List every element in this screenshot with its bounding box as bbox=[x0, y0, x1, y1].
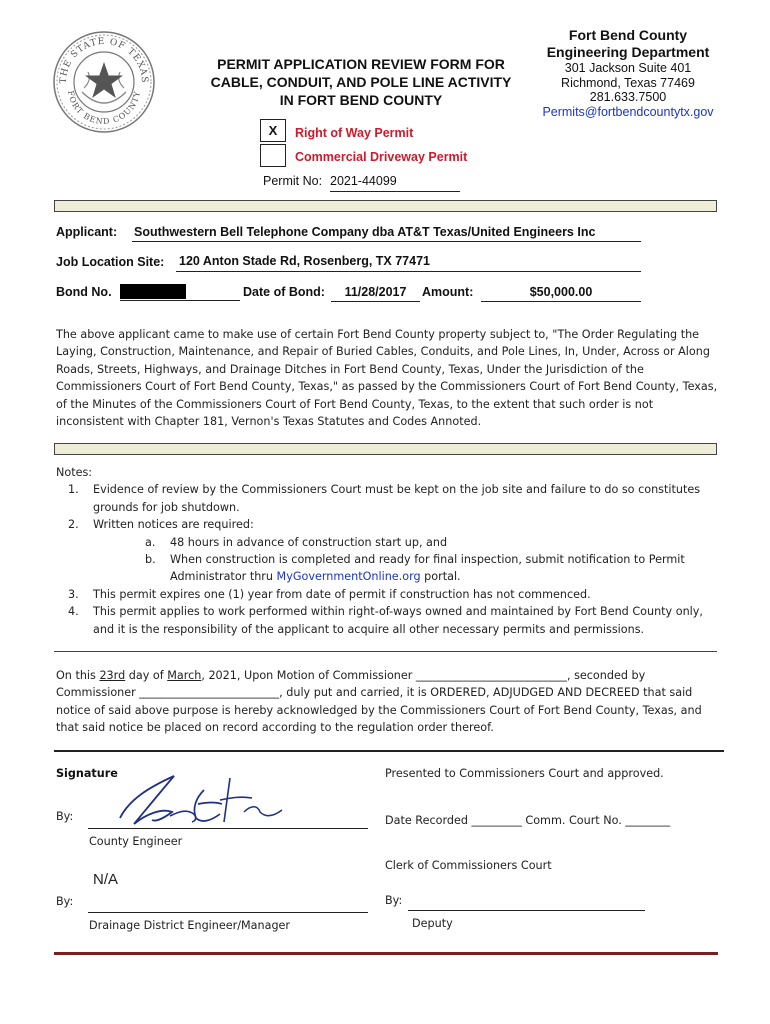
job-location-label: Job Location Site: bbox=[56, 255, 165, 269]
by-label: By: bbox=[56, 810, 74, 823]
note-text: Evidence of review by the Commissioners Court must be kept on the job site and failure to do so constitutes bbox=[93, 483, 701, 497]
title-line-2: CABLE, CONDUIT, AND POLE LINE ACTIVITY bbox=[210, 74, 512, 90]
note-text: portal. bbox=[420, 570, 461, 584]
title-line-3: IN FORT BEND COUNTY bbox=[279, 92, 443, 108]
note-text: Written notices are required: bbox=[93, 518, 254, 532]
driveway-permit-checkbox[interactable] bbox=[260, 144, 286, 167]
footer-rule bbox=[54, 952, 718, 955]
svg-text:FORT BEND COUNTY: FORT BEND COUNTY bbox=[66, 89, 142, 127]
divider-line bbox=[54, 651, 717, 652]
address-line-1: 301 Jackson Suite 401 bbox=[564, 61, 692, 75]
form-title bbox=[188, 55, 534, 109]
bond-no-redaction bbox=[120, 284, 186, 299]
note-text: When construction is completed and ready for final inspection, submit notification to Permit bbox=[170, 552, 685, 566]
department-contact bbox=[530, 27, 726, 119]
note-number: 2. bbox=[68, 518, 79, 532]
signature-rule bbox=[54, 750, 724, 752]
applicant-value: Southwestern Bell Telephone Company dba AT&T Texas/United Engineers Inc bbox=[132, 225, 641, 242]
deputy-label: Deputy bbox=[412, 917, 453, 930]
note-text: and it is the responsibility of the applicant to acquire all other necessary permits and permissions. bbox=[93, 622, 645, 636]
paragraph-line: Laying, Construction, Maintenance, and Repair of Buried Cables, Conduits, and Pole Lines, In, Under, Across or Along bbox=[56, 345, 710, 359]
order-month: March bbox=[167, 669, 202, 682]
bond-no-label: Bond No. bbox=[56, 285, 112, 299]
row-permit-label: Right of Way Permit bbox=[295, 126, 414, 140]
county-engineer-label: County Engineer bbox=[89, 835, 183, 848]
county-engineer-signature-line bbox=[88, 828, 368, 829]
permit-no-label: Permit No: bbox=[263, 174, 323, 188]
note-text: This permit expires one (1) year from date of permit if construction has not commenced. bbox=[93, 587, 591, 601]
mygovernmentonline-link[interactable]: MyGovernmentOnline.org bbox=[276, 570, 421, 584]
job-location-value: 120 Anton Stade Rd, Rosenberg, TX 77471 bbox=[176, 254, 641, 272]
dept-name: Engineering Department bbox=[546, 44, 710, 60]
driveway-permit-label: Commercial Driveway Permit bbox=[295, 150, 468, 164]
date-recorded-text: Date Recorded _________ Comm. Court No. ________ bbox=[385, 814, 671, 827]
org-name: Fort Bend County bbox=[568, 27, 688, 43]
na-text: N/A bbox=[93, 871, 119, 888]
notes-section bbox=[56, 464, 736, 638]
title-line-1: PERMIT APPLICATION REVIEW FORM FOR bbox=[217, 56, 505, 72]
note-number: 4. bbox=[68, 605, 79, 619]
notes-heading: Notes: bbox=[56, 466, 93, 479]
email-link[interactable]: Permits@fortbendcountytx.gov bbox=[542, 104, 714, 119]
svg-text:THE STATE OF TEXAS: THE STATE OF TEXAS bbox=[58, 36, 150, 84]
section-divider-bar bbox=[54, 200, 717, 212]
presented-text: Presented to Commissioners Court and approved. bbox=[385, 767, 664, 780]
bond-date-value: 11/28/2017 bbox=[331, 285, 420, 302]
paragraph-line: Commissioners Court of Fort Bend County, Texas," as passed by the Commissioners Court of Fort Bend County, Texas, bbox=[56, 380, 718, 394]
row-permit-checkbox[interactable]: X bbox=[260, 119, 286, 142]
order-text bbox=[56, 667, 736, 737]
order-paragraph bbox=[56, 326, 736, 430]
order-text-part: day of bbox=[125, 669, 168, 682]
order-text-part: On this bbox=[56, 669, 100, 682]
paragraph-line: inconsistent with Chapter 181, Vernon's Texas Statutes and Codes Annoted. bbox=[56, 415, 482, 429]
paragraph-line: The above applicant came to make use of certain Fort Bend County property subject to, "The Order Regulating the bbox=[56, 328, 700, 341]
note-text: 48 hours in advance of construction start up, and bbox=[170, 535, 448, 549]
paragraph-line: Roads, Streets, Highways, and Drainage Ditches in Fort Bend County, Texas, Under the Jurisdiction of the bbox=[56, 362, 644, 376]
bond-date-label: Date of Bond: bbox=[243, 285, 325, 299]
by-label: By: bbox=[385, 894, 403, 907]
bond-no-field bbox=[120, 284, 240, 301]
note-text: grounds for job shutdown. bbox=[93, 500, 240, 514]
handwritten-signature bbox=[112, 768, 287, 830]
amount-label: Amount: bbox=[422, 285, 474, 299]
signature-heading: Signature bbox=[56, 767, 118, 780]
address-line-2: Richmond, Texas 77469 bbox=[561, 75, 695, 90]
by-label: By: bbox=[56, 895, 74, 908]
note-text: This permit applies to work performed within right-of-ways owned and maintained by Fort Bend County only, bbox=[93, 605, 703, 619]
applicant-label: Applicant: bbox=[56, 225, 118, 239]
order-line: that said notice be placed on record according to the regulation order thereof. bbox=[56, 721, 494, 735]
county-seal bbox=[52, 30, 156, 134]
permit-no-value: 2021-44099 bbox=[330, 174, 460, 192]
order-line: Commissioner _________________________, duly put and carried, it is ORDERED, ADJUDGED AND DECREED that said bbox=[56, 686, 693, 700]
drainage-engineer-label: Drainage District Engineer/Manager bbox=[89, 919, 291, 932]
phone: 281.633.7500 bbox=[589, 90, 667, 104]
paragraph-line: of the Minutes of the Commissioners Court of Fort Bend County, Texas, to the extent that such order is not bbox=[56, 397, 654, 411]
order-day: 23rd bbox=[99, 669, 126, 682]
drainage-signature-line bbox=[88, 912, 368, 913]
deputy-signature-line bbox=[408, 910, 645, 911]
amount-value: $50,000.00 bbox=[481, 285, 641, 302]
order-text-part: , 2021, Upon Motion of Commissioner ___________________________, seconded by bbox=[201, 669, 646, 682]
section-divider-bar bbox=[54, 443, 717, 455]
clerk-text: Clerk of Commissioners Court bbox=[385, 859, 552, 872]
note-subnumber: a. bbox=[145, 535, 156, 549]
note-text: Administrator thru bbox=[170, 570, 277, 584]
note-subnumber: b. bbox=[145, 552, 156, 566]
note-number: 1. bbox=[68, 483, 79, 497]
note-number: 3. bbox=[68, 587, 79, 601]
order-line: notice of said above purpose is hereby acknowledged by the Commissioners Court of Fort Bend County, Texas, and bbox=[56, 703, 702, 717]
